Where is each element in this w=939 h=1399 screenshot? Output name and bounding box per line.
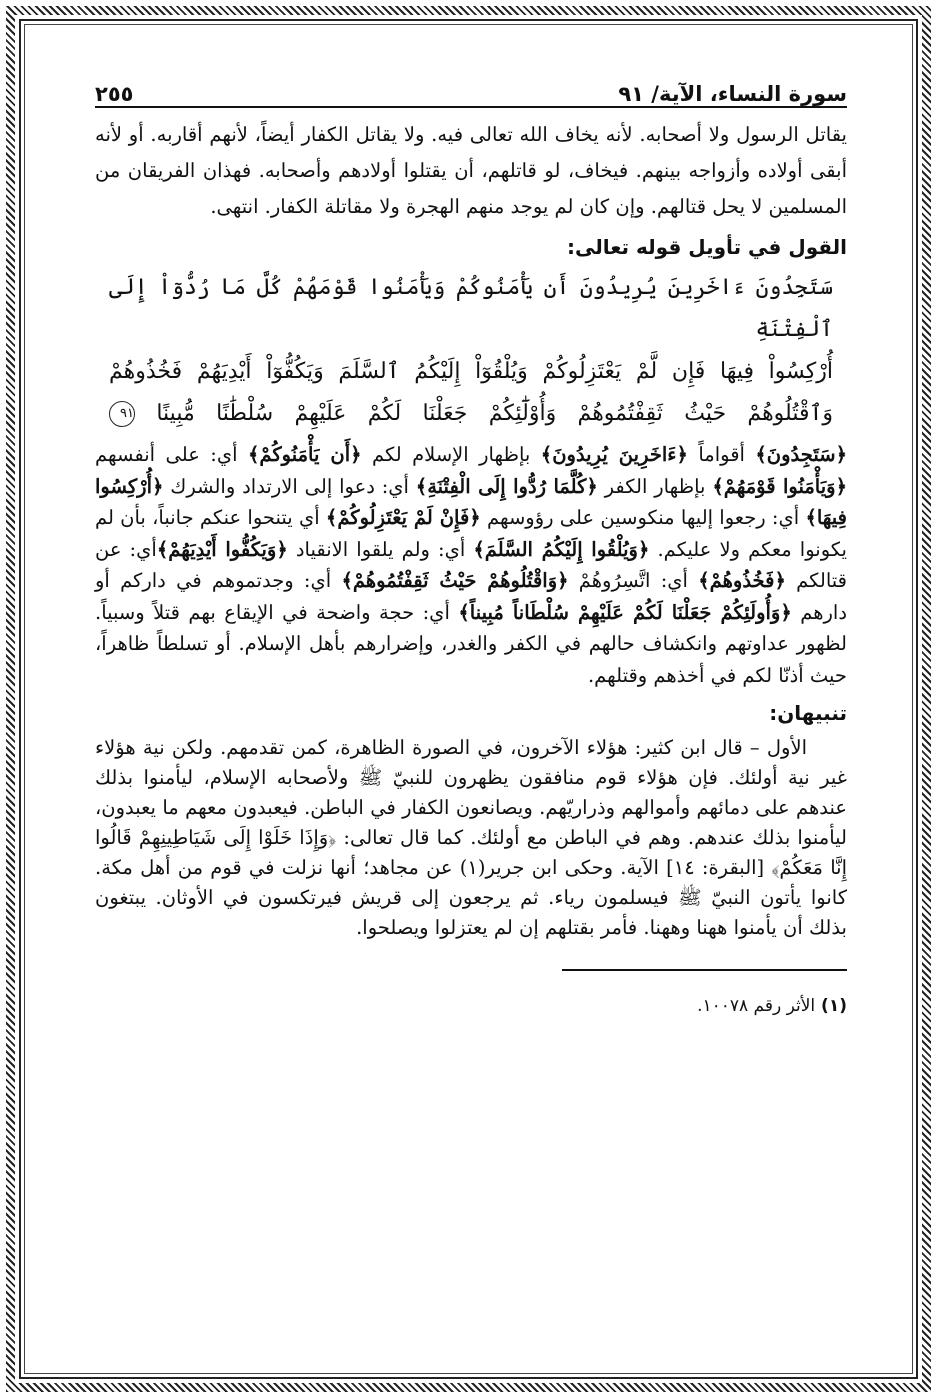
tafsir-comment: أي: عن قتالكم [95,537,847,592]
notes-heading: تنبيهان: [769,701,847,725]
verse-line [109,393,833,435]
tafsir-quote: ﴿أَن يَأْمَنُوكُمْ﴾ [247,443,362,466]
tafsir-quote: ﴿كُلَّمَا رُدُّوا إِلَى الْفِتْنَةِ﴾ [415,474,598,498]
tafsir-comment: أي: وجدتموهم في داركم أو دارهم [95,569,848,624]
tafsir-comment: أي يتنحوا عنكم جانباً، بأن لم يكونوا معكم ولا عليكم. [95,506,847,561]
tafsir-quote: ﴿وَيَكُفُّوا أَيْدِيَهُمْ﴾ [156,537,288,561]
notes-paragraph: الأول – قال ابن كثير: هؤلاء الآخرون، في الصورة الظاهرة، كمن تقدمهم. ولكن نية هؤلاء غير نية أولئك. فإن هؤلاء قوم منافقون يظهرون للنبيّ ﷺ ولأصحابه الإسلام، ليأمنوا بذلك عندهم على دمائهم وأموالهم وذراريّهم. ويصانعون الكفار في الباطن. فيعبدون معهم ما يعبدون، ليأمنوا بذلك عندهم. وهم في الباطن مع أولئك. كما قال تعالى: ﴿وَإِذَا خَلَوْا إِلَى شَيَاطِينِهِمْ قَالُوا إِنَّا مَعَكُمْ﴾ [البقرة: ١٤] الآية. وحكى ابن جرير(١) عن مجاهد؛ أنها نزلت في قوم من أهل مكة. كانوا يأتون النبيّ ﷺ فيسلمون رياء. ثم يرجعون إلى قريش فيرتكسون في الأوثان. يبتغون بذلك أن يأمنوا ههنا وههنا. فأمر بقتلهم إن لم يعتزلوا ويصلحوا. [95,736,847,939]
quran-verse [95,267,847,435]
footnote-text: الأثر رقم ١٠٠٧٨. [697,996,816,1016]
tafsir-quote: ﴿وَيُلْقُوا إِلَيْكُمُ السَّلَمَ﴾ [473,537,650,561]
tafsir-quote: ﴿وَاقْتُلُوهُمْ حَيْثُ ثَقِفْتُمُوهُمْ﴾ [341,569,569,592]
tafsir-quote: ﴿فَإِنْ لَمْ يَعْتَزِلُوكُمْ﴾ [325,506,481,529]
tafsir-quote: ﴿ءَاخَرِينَ يُرِيدُونَ﴾ [540,443,688,466]
tafsir-quote: ﴿وَيَأْمَنُوا قَوْمَهُمْ﴾ [712,474,847,498]
intro-paragraph: يقاتل الرسول ولا أصحابه. لأنه يخاف الله تعالى فيه. ولا يقاتل الكفار أيضاً، لأنهم أقاربه. أو لأنه أبقى أولاده وأزواجه بينهم. فيخاف، لو قاتلهم، أن يقتلوا أولادهم وأصحابه. فهذان الفريقان من المسلمين لا يحل قتالهم. وإن كان لم يوجد منهم الهجرة ولا مقاتلة الكفار. انتهى. [95,123,847,218]
tafsir-quote: ﴿وَأُولَئِكُمْ جَعَلْنَا لَكُمْ عَلَيْهِمْ سُلْطَاناً مُبِيناً﴾ [458,600,792,624]
verse-line: أُرْكِسُواْ فِيهَا فَإِن لَّمْ يَعْتَزِلُوكُمْ وَيُلْقُوٓاْ إِلَيْكُمُ ٱلسَّلَمَ وَيَكُفُّوٓاْ أَيْدِيَهُمْ فَخُذُوهُمْ [109,359,833,384]
tafsir-comment: أقواماً [687,443,756,466]
tafsir-comment: بإظهار الكفر [597,474,713,498]
notes-section [95,733,847,943]
verse-line-text: وَٱقْتُلُوهُمْ حَيْثُ ثَقِفْتُمُوهُمْ وَأُوْلَٰٓئِكُمْ جَعَلْنَا لَكُمْ عَلَيْهِمْ سُلْطَٰنًا مُّبِينًا [156,401,833,426]
footnote-marker: (١) [821,996,847,1016]
tafsir-comment: أي: رجعوا إليها منكوسين على رؤوسهم [480,506,806,529]
tafsir-comment: أي: اتَّسِرُوهُمْ [568,569,699,592]
tafsir-quote: ﴿فَخُذُوهُمْ﴾ [698,569,786,592]
verse-line: سَتَجِدُونَ ءَاخَرِينَ يُرِيدُونَ أَن يَأْمَنُوكُمْ وَيَأْمَنُوا قَوْمَهُمْ كُلَّ مَا رُدُّوٓاْ إِلَى ٱلْفِتْنَةِ [109,275,833,342]
tafsir-comment: أي: دعوا إلى الارتداد والشرك [163,474,416,498]
footnote-divider [562,969,847,971]
ayah-number-icon: ٩١ [109,401,135,427]
running-title: سورة النساء، الآية/ ٩١ [618,82,847,106]
tafsir-comment: أي: على أنفسهم [95,443,248,466]
tafsir-quote: ﴿سَتَجِدُونَ﴾ [755,443,848,466]
page-content [95,66,847,1021]
section-heading: القول في تأويل قوله تعالى: [567,235,847,259]
tafsir-comment: بإظهار الإسلام لكم [361,443,541,466]
footnote [95,991,847,1021]
page-number: ٢٥٥ [95,82,134,106]
tafsir-comment: أي: ولم يلقوا الانقياد [287,537,474,561]
tafsir-comment: أي: حجة واضحة في الإيقاع بهم قتلاً وسبياً. لظهور عداوتهم وانكشاف حالهم في الكفر والغدر، وإضرارهم بأهل الإسلام. أو تسلطاً ظاهراً، حيث أذنّا لكم في أخذهم وقتلهم. [95,600,847,687]
tafsir-quote: ﴿أُرْكِسُوا فِيهَا﴾ [95,474,847,529]
running-header [95,66,847,108]
tafsir-paragraph [95,439,847,691]
